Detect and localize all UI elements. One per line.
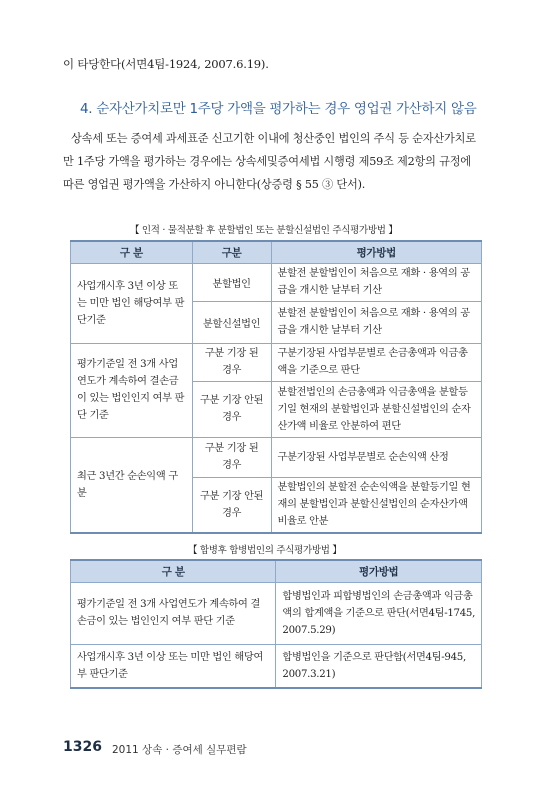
paragraph-line: 상속세 또는 증여세 과세표준 신고기한 이내에 청산중인 법인의 주식 등 순자산가치로 xyxy=(71,132,476,145)
paragraph-line: 따른 영업권 평가액을 가산하지 아니한다(상증령 § 55 ③ 단서). xyxy=(63,178,366,191)
book-title: 2011 상속 · 증여세 실무편람 xyxy=(112,744,247,756)
group-label: 사업개시후 3년 이상 또는 미만 법인 해당여부 판단기준 xyxy=(71,263,193,343)
sub-category: 구분 기장 안된 경우 xyxy=(192,477,271,533)
table-merger-valuation xyxy=(70,559,482,689)
page-number: 1326 xyxy=(63,739,102,755)
top-citation-line: 이 타당한다(서면4팀-1924, 2007.6.19). xyxy=(63,57,269,71)
table-row xyxy=(71,343,482,381)
valuation-method: 합병법인과 피합병법인의 손금총액과 익금총액의 합계액을 기준으로 판단(서면4팀-1745, 2007.5.29) xyxy=(276,582,482,644)
table-header-row xyxy=(71,241,482,263)
table-split-valuation xyxy=(70,240,482,534)
valuation-method: 분할전 분할법인이 처음으로 재화 · 용역의 공급을 개시한 날부터 기산 xyxy=(271,301,481,343)
valuation-method: 분할법인의 분할전 순손익액을 분할등기일 현재의 분할법인과 분할신설법인의 순자산가액 비율로 안분 xyxy=(271,477,481,533)
table-row xyxy=(71,582,482,644)
sub-category: 구분 기장 된 경우 xyxy=(192,343,271,381)
valuation-method: 분할전 분할법인이 처음으로 재화 · 용역의 공급을 개시한 날부터 기산 xyxy=(271,263,481,301)
column-header: 구 분 xyxy=(71,560,276,582)
sub-category: 분할법인 xyxy=(192,263,271,301)
row-label: 평가기준일 전 3개 사업연도가 계속하여 결손금이 있는 법인인지 여부 판단 기준 xyxy=(71,582,276,644)
group-label: 평가기준일 전 3개 사업연도가 계속하여 결손금이 있는 법인인지 여부 판단 기준 xyxy=(71,343,193,437)
table1-caption: 【 인적 · 물적분할 후 분할법인 또는 분할신설법인 주식평가방법 】 xyxy=(130,225,398,236)
body-paragraph xyxy=(63,127,487,196)
table-row xyxy=(71,263,482,301)
valuation-method: 합병법인을 기준으로 판단함(서면4팀-945, 2007.3.21) xyxy=(276,644,482,688)
table-row xyxy=(71,644,482,688)
column-header: 평가방법 xyxy=(276,560,482,582)
table2-caption: 【 합병후 합병법인의 주식평가방법 】 xyxy=(188,545,342,556)
sub-category: 구분 기장 된 경우 xyxy=(192,437,271,477)
column-header: 구 분 xyxy=(71,241,193,263)
table-row xyxy=(71,437,482,477)
table-header-row xyxy=(71,560,482,582)
sub-category: 구분 기장 안된 경우 xyxy=(192,381,271,437)
sub-category: 분할신설법인 xyxy=(192,301,271,343)
column-header: 구분 xyxy=(192,241,271,263)
group-label: 최근 3년간 순손익액 구분 xyxy=(71,437,193,533)
paragraph-line: 만 1주당 가액을 평가하는 경우에는 상속세및증여세법 시행령 제59조 제2항의 규정에 xyxy=(63,155,471,168)
valuation-method: 구분기장된 사업부문별로 순손익액 산정 xyxy=(271,437,481,477)
section-heading: 4. 순자산가치로만 1주당 가액을 평가하는 경우 영업권 가산하지 않음 xyxy=(80,101,477,117)
column-header: 평가방법 xyxy=(271,241,481,263)
valuation-method: 구분기장된 사업부문별로 손금총액과 익금총액을 기준으로 판단 xyxy=(271,343,481,381)
row-label: 사업개시후 3년 이상 또는 미만 법인 해당여부 판단기준 xyxy=(71,644,276,688)
valuation-method: 분할전법인의 손금총액과 익금총액을 분할등기일 현재의 분할법인과 분할신설법인의 순자산가액 비율로 안분하여 편단 xyxy=(271,381,481,437)
